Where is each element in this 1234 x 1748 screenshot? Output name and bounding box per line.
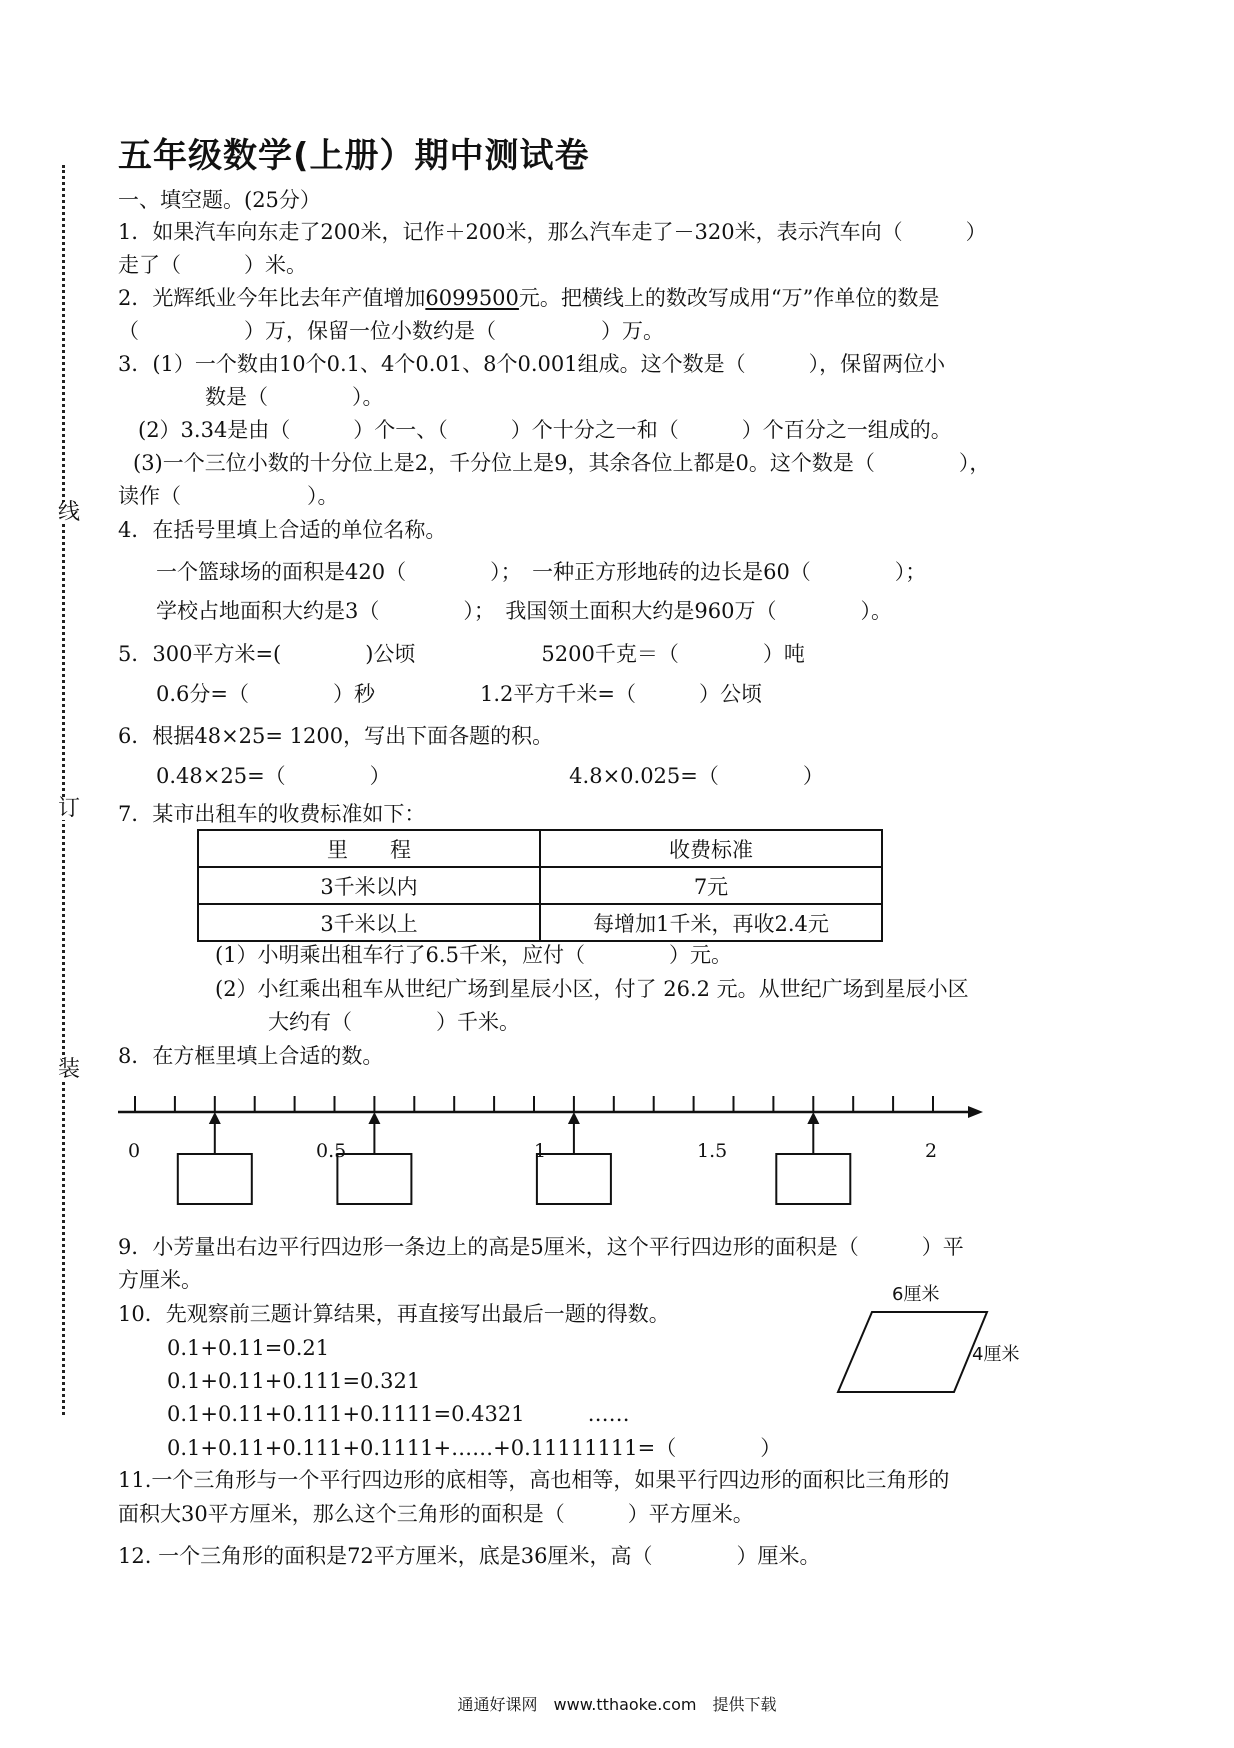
question-3-3-line-2: 读作（ ）。 [118, 484, 339, 508]
page-footer: 通通好课网 www.tthaoke.com 提供下载 [457, 1695, 777, 1714]
question-4-row-1: 一个篮球场的面积是420（ ）； 一种正方形地砖的边长是60（ ）； [156, 560, 927, 584]
answer-box [337, 1154, 411, 1204]
table-cell: 3千米以上 [198, 904, 540, 941]
number-line-pointer-head [807, 1112, 819, 1124]
number-line-pointer-head [209, 1112, 221, 1124]
table-header-distance: 里 程 [198, 830, 540, 867]
number-line-label-1: 1 [534, 1140, 547, 1162]
question-10-eq-1: 0.1+0.11=0.21 [167, 1336, 330, 1360]
fee-table [197, 829, 883, 942]
parallelogram-side-label: 4厘米 [972, 1344, 1020, 1365]
table-header-fee: 收费标准 [540, 830, 882, 867]
table-cell: 7元 [540, 867, 882, 904]
question-3-1-line-1: 3．(1）一个数由10个0.1、4个0.01、8个0.001组成。这个数是（ ），保留两位小 [118, 352, 946, 376]
number-line-label-0: 0 [128, 1140, 141, 1162]
question-3-2: (2）3.34是由（ ）个一、（ ）个十分之一和（ ）个百分之一组成的。 [138, 418, 952, 442]
number-line-label-2: 2 [925, 1140, 938, 1162]
question-9-line-2: 方厘米。 [118, 1268, 202, 1292]
question-2-text-a: 2．光辉纸业今年比去年产值增加 [118, 286, 426, 310]
question-10-eq-4: 0.1+0.11+0.111+0.1111+……+0.11111111=（ ） [167, 1436, 782, 1460]
table-cell: 每增加1千米，再收2.4元 [540, 904, 882, 941]
question-12: 12. 一个三角形的面积是72平方厘米，底是36厘米，高（ ）厘米。 [118, 1544, 821, 1568]
question-7-2-line-2: 大约有（ ）千米。 [268, 1010, 520, 1034]
question-2-line-2: （ ）万，保留一位小数约是（ ）万。 [118, 319, 664, 343]
question-4-row-2: 学校占地面积大约是3（ ）； 我国领土面积大约是960万（ ）。 [156, 599, 892, 623]
binding-label-xian: 线 [58, 500, 81, 525]
question-5-row-1: 5．300平方米=( )公顷 5200千克＝（ ）吨 [118, 642, 805, 666]
question-10-eq-2: 0.1+0.11+0.111=0.321 [167, 1369, 421, 1393]
question-2-line-1 [118, 284, 939, 312]
question-11-line-1: 11.一个三角形与一个平行四边形的底相等，高也相等，如果平行四边形的面积比三角形的 [118, 1468, 950, 1492]
answer-box [537, 1154, 611, 1204]
number-line-drawing [118, 1096, 983, 1204]
parallelogram-shape [838, 1312, 987, 1392]
question-7-prompt: 7．某市出租车的收费标准如下： [118, 802, 426, 826]
question-1-line-1: 1．如果汽车向东走了200米，记作＋200米，那么汽车走了－320米，表示汽车向（ ） [118, 220, 987, 244]
answer-box [776, 1154, 850, 1204]
question-10-eq-3: 0.1+0.11+0.111+0.1111=0.4321 …… [167, 1402, 630, 1426]
question-2-underlined-number: 6099500 [425, 286, 519, 310]
page-title: 五年级数学(上册）期中测试卷 [118, 136, 590, 176]
question-9-line-1: 9．小芳量出右边平行四边形一条边上的高是5厘米，这个平行四边形的面积是（ ）平 [118, 1235, 964, 1259]
number-line [0, 1070, 1234, 1220]
table-row [198, 904, 882, 941]
binding-label-ding: 订 [58, 796, 81, 821]
answer-box [178, 1154, 252, 1204]
question-3-1-line-2: 数是（ ）。 [205, 385, 384, 409]
question-5-row-2: 0.6分=（ ）秒 1.2平方千米=（ ）公顷 [156, 682, 762, 706]
section-heading: 一、填空题。(25分） [118, 188, 321, 212]
question-11-line-2: 面积大30平方厘米，那么这个三角形的面积是（ ）平方厘米。 [118, 1502, 754, 1526]
number-line-arrowhead [968, 1106, 983, 1118]
table-row [198, 867, 882, 904]
number-line-pointer-head [568, 1112, 580, 1124]
parallelogram-top-label: 6厘米 [892, 1284, 940, 1305]
table-cell: 3千米以内 [198, 867, 540, 904]
binding-margin-dotted-line [62, 165, 65, 1415]
question-8-prompt: 8．在方框里填上合适的数。 [118, 1044, 384, 1068]
binding-label-zhuang: 装 [58, 1057, 81, 1082]
question-6-prompt: 6．根据48×25= 1200，写出下面各题的积。 [118, 724, 554, 748]
question-4-prompt: 4．在括号里填上合适的单位名称。 [118, 518, 447, 542]
number-line-pointer-head [368, 1112, 380, 1124]
question-10-prompt: 10．先观察前三题计算结果，再直接写出最后一题的得数。 [118, 1302, 670, 1326]
question-7-1: (1）小明乘出租车行了6.5千米，应付（ ）元。 [215, 943, 732, 967]
number-line-label-1-5: 1.5 [697, 1140, 728, 1162]
question-1-line-2: 走了（ ）米。 [118, 253, 307, 277]
question-6-items: 0.48×25=（ ） 4.8×0.025=（ ） [156, 764, 824, 788]
question-2-text-b: 元。把横线上的数改写成用“万”作单位的数是 [518, 286, 940, 310]
question-3-3-line-1: (3)一个三位小数的十分位上是2，千分位上是9，其余各位上都是0。这个数是（ ）， [133, 451, 991, 475]
table-row [198, 830, 882, 867]
number-line-label-0-5: 0.5 [316, 1140, 347, 1162]
question-7-2-line-1: (2）小红乘出租车从世纪广场到星辰小区，付了 26.2 元。从世纪广场到星辰小区 [215, 977, 969, 1001]
